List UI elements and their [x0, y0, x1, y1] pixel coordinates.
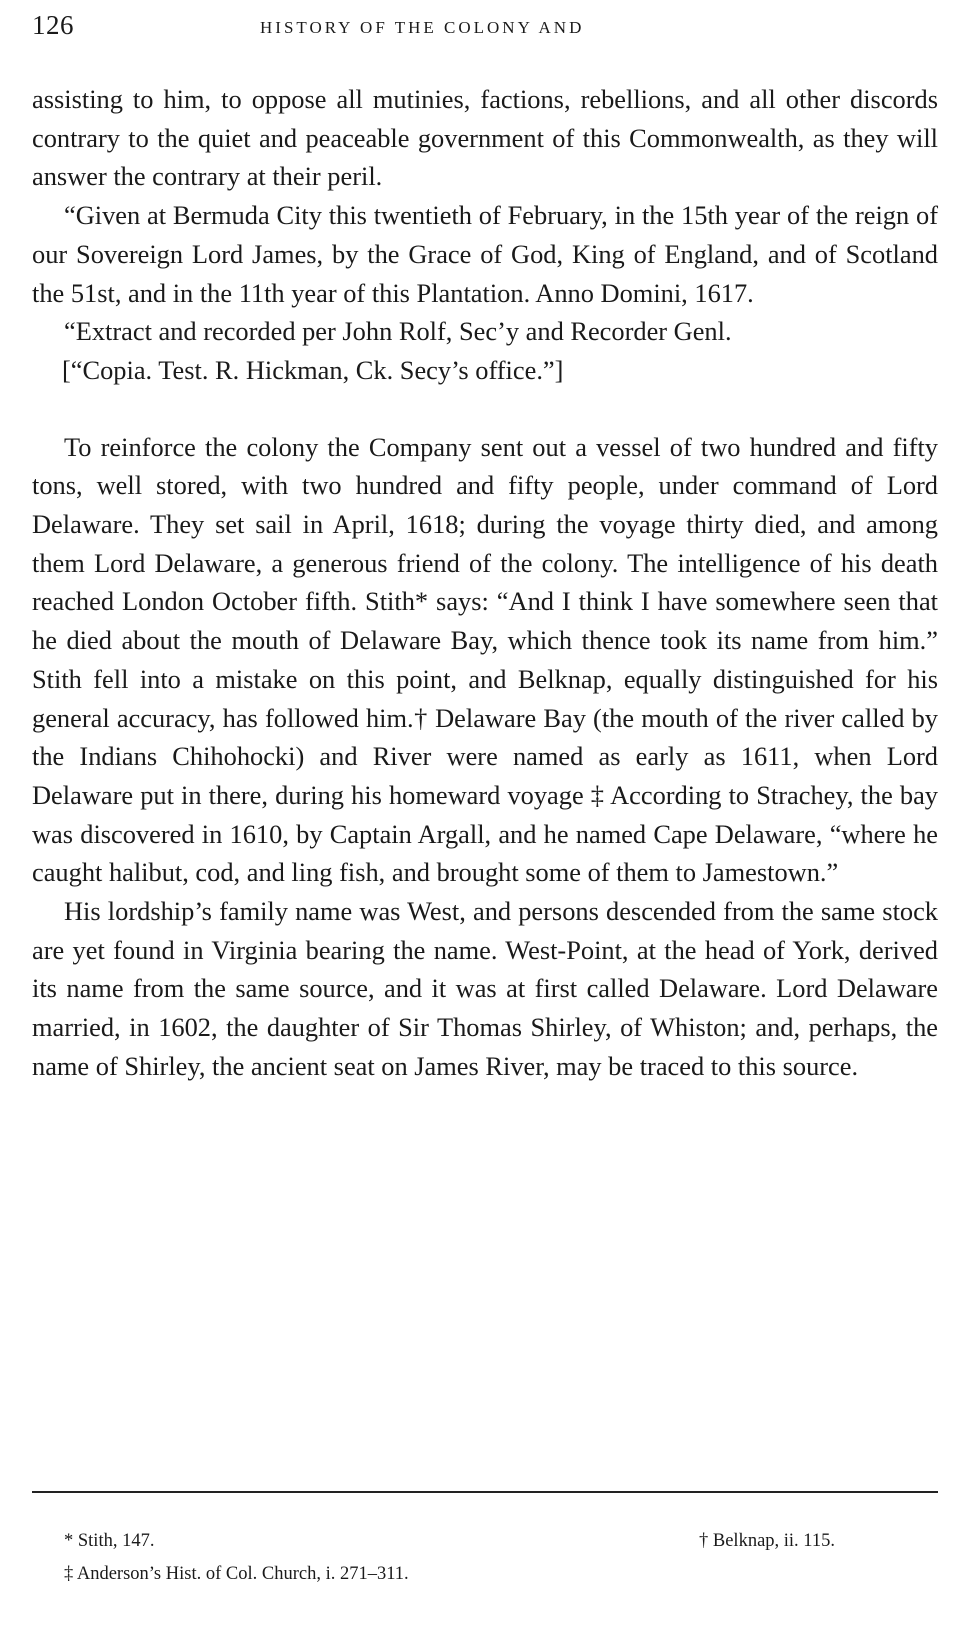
- footnote-anderson: ‡ Anderson’s Hist. of Col. Church, i. 271–311.: [64, 1564, 409, 1584]
- paragraph-reinforce: To reinforce the colony the Company sent out a vessel of two hundred and fifty tons, well stored, with two hundred and fifty people, under command of Lord Delaware. They set sail in April, 1618; during the voyage thirty died, and among them Lord Delaware, a generous friend of the colony. The intelligence of his death reached London October fifth. Stith* says: “And I think I have somewhere seen that he died about the mouth of Delaware Bay, which thence took its name from him.” Stith fell into a mistake on this point, and Belknap, equally distinguished for his general accuracy, has followed him.† Delaware Bay (the mouth of the river called by the Indians Chihohocki) and River were named as early as 1611, when Lord Delaware put in there, during his homeward voyage ‡ According to Strachey, the bay was discovered in 1610, by Captain Argall, and he named Cape Delaware, “where he caught halibut, cod, and ling fish, and brought some of them to Jamestown.”: [32, 431, 938, 888]
- paragraph-given-at: “Given at Bermuda City this twentieth of February, in the 15th year of the reign of our Sovereign Lord James, by the Grace of God, King of England, and of Scotland the 51st, and in the 11th year of this Plantation. Anno Domini, 1617.: [32, 200, 938, 308]
- footnote-row: [64, 1558, 914, 1591]
- paragraph-family-name: His lordship’s family name was West, and persons descended from the same stock are yet found in Virginia bearing the name. West-Point, at the head of York, derived its name from the same source, and it was at first called Delaware. Lord Delaware married, in 1602, the daughter of Sir Thomas Shirley, of Whiston; and, perhaps, the name of Shirley, the ancient seat on James River, may be traced to this source.: [32, 896, 938, 1081]
- footnote-divider: [32, 1491, 938, 1493]
- body-text: [32, 80, 938, 1086]
- footnotes: [64, 1525, 914, 1591]
- page-header: [32, 10, 938, 50]
- paragraph-extract: “Extract and recorded per John Rolf, Sec’y and Recorder Genl.: [64, 316, 732, 347]
- footnote-stith: * Stith, 147.: [64, 1531, 155, 1551]
- page-number: 126: [32, 10, 74, 40]
- footnote-belknap: † Belknap, ii. 115.: [699, 1531, 835, 1551]
- paragraph-continuation: assisting to him, to oppose all mutinies, factions, rebellions, and all other discords contrary to the quiet and peaceable government of this Commonwealth, as they will answer the contrary at their peril.: [32, 84, 938, 192]
- document-page: [32, 0, 938, 1634]
- running-head: HISTORY OF THE COLONY AND: [260, 18, 585, 37]
- paragraph-copia: [“Copia. Test. R. Hickman, Ck. Secy’s office.”]: [62, 354, 564, 385]
- footnote-row: [64, 1525, 914, 1558]
